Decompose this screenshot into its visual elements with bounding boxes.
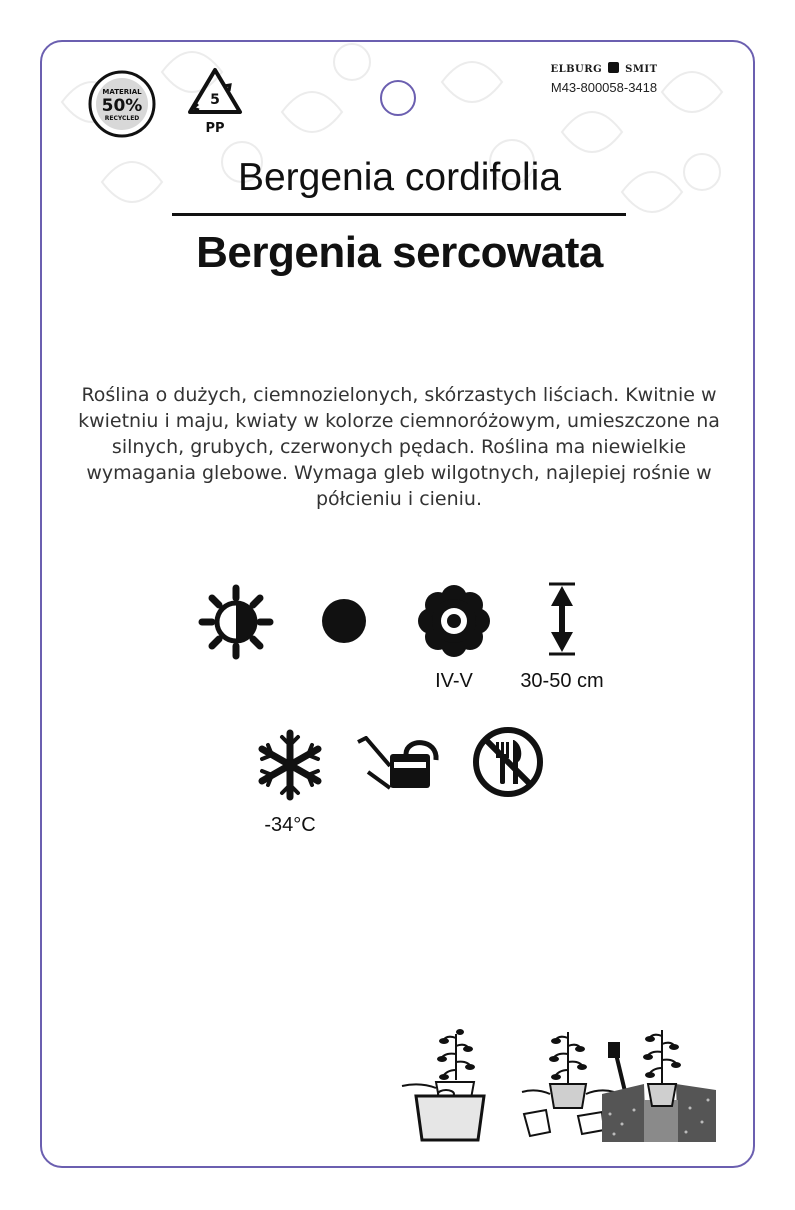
pp-recycling-icon — [184, 66, 246, 138]
recycled-material-badge-icon — [88, 70, 156, 138]
plastic-number: 5 — [210, 92, 220, 108]
badge-line1: MATERIAL — [102, 88, 142, 96]
brand-right: SMIT — [625, 64, 658, 75]
watering-can-icon — [356, 736, 440, 792]
hardiness-label: -34°C — [264, 814, 316, 836]
shade-dot-icon — [321, 598, 367, 644]
height-label: 30-50 cm — [520, 670, 604, 692]
plant-label — [40, 40, 755, 1168]
common-name: Bergenia sercowata — [196, 228, 603, 277]
product-code: M43-800058-3418 — [550, 80, 658, 95]
plastic-code: PP — [205, 121, 225, 136]
flowering-period-label: IV-V — [435, 670, 473, 692]
brand-left: ELBURG — [550, 64, 603, 75]
badge-value: 50% — [101, 96, 143, 116]
badge-line2: RECYCLED — [104, 115, 140, 122]
half-sun-icon — [198, 584, 274, 660]
plant-description: Roślina o dużych, ciemnozielonych, skórzastych liściach. Kwitnie w kwietniu i maju, kwiaty w kolorze ciemnoróżowym, umieszczone na silnych, grubych, czerwonych pędach. Roślina ma niewielkie wymagania glebowe. Wymaga gleb wilgotnych, najlepiej rośnie w półcieniu i cieniu. — [78, 384, 720, 510]
flower-icon — [416, 583, 492, 659]
latin-name: Bergenia cordifolia — [237, 156, 562, 199]
not-edible-icon — [472, 726, 544, 798]
title-divider — [172, 213, 626, 216]
plant-in-ground-icon — [600, 1024, 718, 1142]
height-arrow-icon — [547, 582, 577, 656]
plant-in-pot-icon — [400, 1024, 502, 1142]
brand-mark-icon — [608, 62, 619, 73]
snowflake-icon — [254, 729, 326, 801]
brand-logo — [534, 62, 674, 75]
hang-hole — [380, 80, 416, 116]
